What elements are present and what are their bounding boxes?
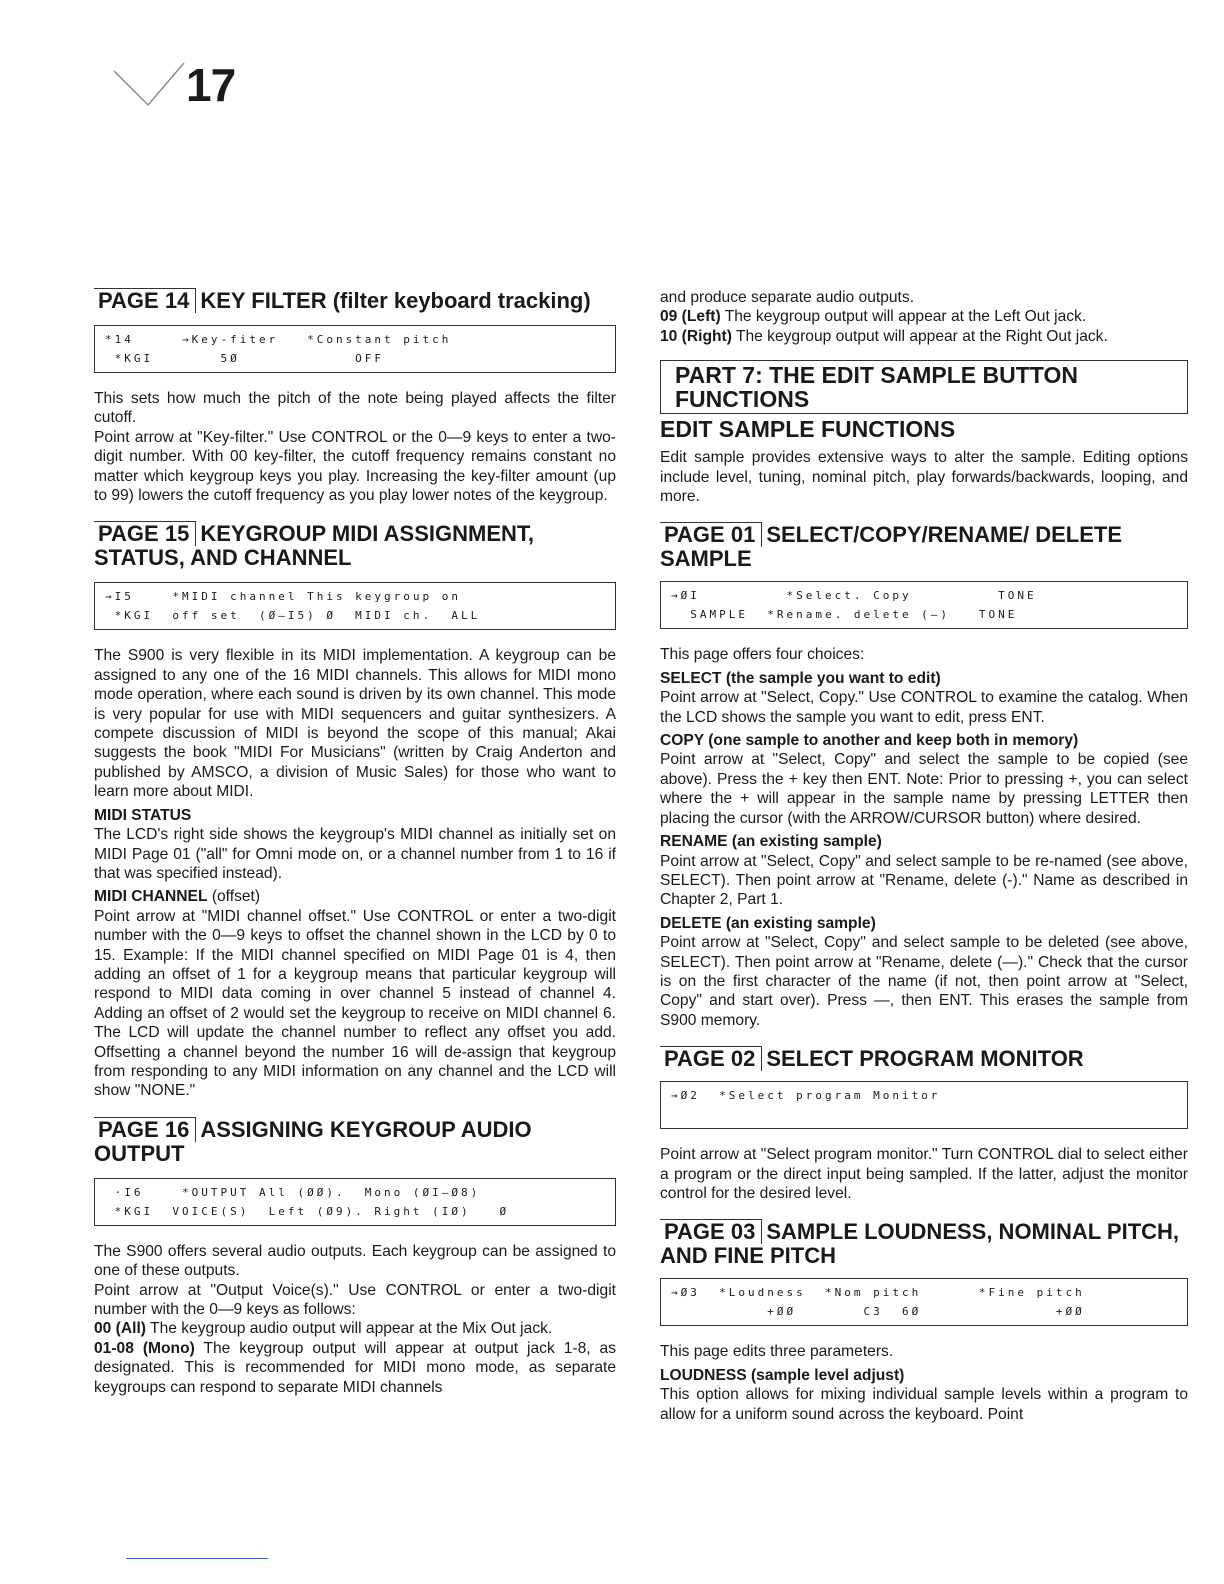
paragraph: Point arrow at "Select program monitor." Turn CONTROL dial to select either a program or the direct input being sampled. If the latter, adjust the monitor control for the desired level. — [660, 1146, 1188, 1202]
paragraph: This sets how much the pitch of the note being played affects the filter cutoff. — [94, 390, 616, 427]
lcd-line: SAMPLE *Rename. delete (—) TONE — [671, 608, 1018, 622]
page-tag: PAGE 14 — [94, 288, 196, 313]
lcd-display — [660, 1081, 1188, 1129]
option-label: 00 (All) — [94, 1320, 146, 1338]
option-text: The keygroup output will appear at output jack 1-8, as designated. This is recommended for MIDI mono mode, as separate keygroups can respond to separate MIDI channels — [94, 1339, 617, 1396]
subheading: DELETE (an existing sample) — [660, 914, 876, 932]
part-heading: PART 7: THE EDIT SAMPLE BUTTON FUNCTIONS — [660, 360, 1188, 414]
footer-rule — [126, 1558, 268, 1559]
page-tag: PAGE 01 — [660, 522, 762, 547]
paragraph: Point arrow at "Select, Copy." Use CONTROL to examine the catalog. When the LCD shows the sample you want to edit, press ENT. — [660, 689, 1188, 726]
lcd-display — [94, 1178, 616, 1226]
lcd-line: →I5 *MIDI channel This keygroup on — [105, 590, 462, 604]
paragraph: Point arrow at "Select, Copy" and select sample to be re-named (see above, SELECT). Then point arrow at "Rename, delete (-)." Name as described in Chapter 2, Part 1. — [660, 852, 1188, 909]
section-heading-page-15 — [94, 521, 616, 570]
lcd-line: *KGI VOICE(S) Left (Ø9). Right (IØ) Ø — [105, 1204, 510, 1218]
page-tag: PAGE 16 — [94, 1117, 196, 1142]
paragraph: Edit sample provides extensive ways to alter the sample. Editing options include level, tuning, nominal pitch, play forwards/backwards, looping, and more. — [660, 449, 1188, 506]
option-item — [94, 1319, 616, 1338]
paragraph: This option allows for mixing individual sample levels within a program to allow for a uniform sound across the keyboard. Point — [660, 1386, 1188, 1423]
left-column — [94, 288, 616, 1397]
section-title: SAMPLE LOUDNESS, NOMINAL PITCH, AND FINE PITCH — [660, 1219, 1180, 1269]
lcd-line: ·I6 *OUTPUT All (ØØ). Mono (ØI—Ø8) — [105, 1185, 481, 1199]
paragraph: The S900 offers several audio outputs. Each keygroup can be assigned to one of these outputs. — [94, 1242, 616, 1280]
page-tag: PAGE 02 — [660, 1046, 762, 1071]
check-mark-icon — [112, 59, 192, 111]
section-title: SELECT PROGRAM MONITOR — [766, 1046, 1084, 1072]
lcd-line: *14 →Key-fiter *Constant pitch — [105, 333, 452, 346]
page-tag: PAGE 03 — [660, 1219, 762, 1244]
paragraph: Point arrow at "Select, Copy" and select sample to be deleted (see above, SELECT). Then point arrow at "Rename, delete (—)." Check that the cursor is on the first character of the name (if not, then point arrow at "Select, Copy" and start over). Press —, then ENT. This erases the sample from S900 memory. — [660, 934, 1188, 1029]
option-label: 10 (Right) — [660, 327, 732, 345]
page-number-text: 17 — [186, 59, 236, 111]
paragraph: and produce separate audio outputs. — [660, 289, 915, 306]
lcd-line: +ØØ C3 6Ø +ØØ — [671, 1305, 1085, 1319]
option-text: The keygroup output will appear at the Right Out jack. — [731, 327, 1108, 345]
subheading: COPY (one sample to another and keep both in memory) — [660, 732, 1079, 750]
option-label: 09 (Left) — [660, 308, 721, 326]
section-title: KEYGROUP MIDI ASSIGNMENT, STATUS, AND CHANNEL — [94, 521, 535, 571]
paragraph: This page edits three parameters. — [660, 1343, 894, 1361]
subheading: MIDI STATUS — [94, 806, 192, 824]
section-heading-page-14 — [94, 288, 616, 313]
lcd-line: →ØI *Select. Copy TONE — [671, 589, 1037, 603]
section-heading-page-01 — [660, 522, 1188, 571]
option-text: The keygroup audio output will appear at the Mix Out jack. — [146, 1320, 553, 1338]
paragraph: Point arrow at "MIDI channel offset." Use CONTROL or enter a two-digit number with the 0—9 keys to offset the channel shown in the LCD by 0 to 15. Example: If the MIDI channel specified on MIDI Page 01 is 4, then adding an offset of 1 for a keygroup means that particular keygroup will respond to MIDI data coming in over channel 5 instead of channel 4. Adding an offset of 2 would set the keygroup to receive on MIDI channel 6. The LCD will update the channel number to reflect any offset you add. Offsetting a channel beyond the number 16 will de-assign that keygroup from responding to any MIDI information on any channel and the LCD will show "NONE." — [94, 907, 616, 1100]
subheading: SELECT (the sample you want to edit) — [660, 669, 941, 687]
section-heading-page-03 — [660, 1219, 1188, 1268]
option-label: 01-08 (Mono) — [94, 1339, 195, 1357]
section-title: SELECT/COPY/RENAME/ DELETE SAMPLE — [660, 522, 1123, 572]
subheading-normal: (offset) — [207, 888, 261, 906]
subheading — [94, 887, 616, 906]
section-title: ASSIGNING KEYGROUP AUDIO OUTPUT — [94, 1116, 532, 1166]
page-tag: PAGE 15 — [94, 521, 196, 546]
option-item — [660, 307, 1188, 326]
lcd-display — [660, 1278, 1188, 1326]
paragraph: Point arrow at "Output Voice(s)." Use CONTROL or enter a two-digit number with the 0—9 keys as follows: — [94, 1281, 616, 1318]
page-number — [112, 58, 235, 112]
lcd-line: →Ø2 *Select program Monitor — [671, 1089, 941, 1103]
right-column — [660, 288, 1188, 1424]
section-title: KEY FILTER (filter keyboard tracking) — [200, 288, 591, 313]
lcd-display — [660, 581, 1188, 629]
option-item — [660, 327, 1188, 346]
section-heading-page-16 — [94, 1117, 616, 1166]
option-item — [94, 1339, 616, 1397]
lcd-line — [671, 1105, 1177, 1124]
lcd-display — [94, 582, 616, 630]
subheading: LOUDNESS (sample level adjust) — [660, 1366, 905, 1384]
section-heading-page-02 — [660, 1046, 1188, 1071]
option-text: The keygroup output will appear at the Left Out jack. — [720, 308, 1087, 326]
paragraph: Point arrow at "Key-filter." Use CONTROL or the 0—9 keys to enter a two-digit number. With 00 key-filter, the cutoff frequency remains constant no matter which keygroup keys you play. Increasing the key-filter amount (up to 99) lowers the cutoff frequency as you play lower notes of the keygroup. — [94, 428, 616, 505]
lcd-display — [94, 325, 616, 373]
chapter-heading: EDIT SAMPLE FUNCTIONS — [660, 416, 956, 443]
subheading: RENAME (an existing sample) — [660, 833, 882, 851]
paragraph: The S900 is very flexible in its MIDI implementation. A keygroup can be assigned to any one of the 16 MIDI channels. This allows for MIDI mono mode operation, where each sound is driven by its own channel. This mode is very popular for use with MIDI sequencers and guitar synthesizers. A compete discussion of MIDI is beyond the scope of this manual; Akai suggests the book "MIDI For Musicians" (written by Craig Anderton and published by AMSCO, a division of Music Sales) for those who want to learn more about MIDI. — [94, 647, 616, 801]
lcd-line: →Ø3 *Loudness *Nom pitch *Fine pitch — [671, 1286, 1085, 1300]
paragraph: Point arrow at "Select, Copy" and select the sample to be copied (see above). Press the + key then ENT. Note: Prior to pressing +, you can select where the + will appear in the sample name by pressing LETTER then placing the cursor (with the ARROW/CURSOR button) where desired. — [660, 751, 1188, 827]
lcd-line: *KGI off set (Ø—I5) Ø MIDI ch. ALL — [105, 609, 481, 623]
paragraph: The LCD's right side shows the keygroup's MIDI channel as initially set on MIDI Page 01 ("all" for Omni mode on, or a channel number from 1 to 16 if that was specified instead). — [94, 826, 616, 882]
lcd-line: *KGI 5Ø OFF — [105, 352, 385, 365]
subheading-bold: MIDI CHANNEL — [94, 888, 208, 906]
paragraph: This page offers four choices: — [660, 646, 865, 664]
